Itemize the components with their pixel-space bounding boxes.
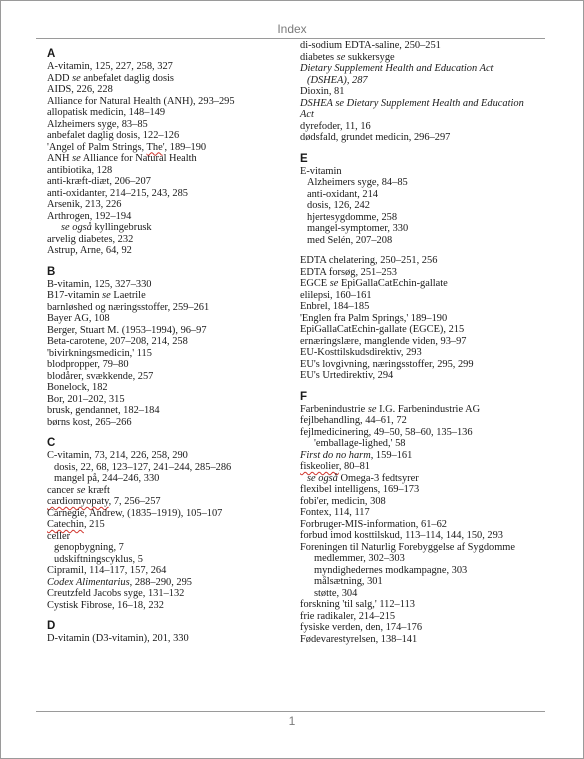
index-entry: Codex Alimentarius, 288–290, 295 [47, 576, 192, 588]
index-entry: Cystisk Fibrose, 16–18, 232 [47, 599, 164, 611]
index-entry: Creutzfeld Jacobs syge, 131–132 [47, 588, 185, 599]
index-entry: antibiotika, 128 [47, 164, 113, 176]
index-entry: Beta-carotene, 207–208, 214, 258 [47, 336, 188, 347]
index-entry: Dioxin, 81 [300, 86, 345, 97]
index-entry: EDTA forsøg, 251–253 [300, 266, 398, 278]
index-entry: Alzheimers syge, 83–85 [47, 118, 148, 130]
index-subentry: målsætning, 301 [314, 576, 383, 587]
index-subentry: mangel-symptomer, 330 [307, 223, 409, 234]
index-entry: A-vitamin, 125, 227, 258, 327 [47, 61, 173, 72]
index-entry: AIDS, 226, 228 [47, 84, 113, 95]
index-entry: forbud imod kosttilskud, 113–114, 144, 150, 293 [300, 530, 504, 541]
index-entry: Astrup, Arne, 64, 92 [47, 245, 132, 256]
index-subentry: mangel på, 244–246, 330 [54, 473, 160, 484]
index-entry: flexibel intelligens, 169–173 [300, 484, 420, 495]
index-entry: barnløshed og næringsstoffer, 259–261 [47, 301, 210, 313]
index-entry: E-vitamin [300, 165, 342, 177]
index-entry: EpiGallaCatEchin-gallate (EGCE), 215 [300, 324, 465, 335]
index-entry: fysiske verden, den, 174–176 [300, 622, 423, 633]
index-entry: EU's Urtedirektiv, 294 [300, 370, 394, 381]
index-entry: C-vitamin, 73, 214, 226, 258, 290 [47, 450, 188, 461]
index-subentry: støtte, 304 [314, 587, 358, 599]
index-subentry: med Selén, 207–208 [307, 234, 393, 246]
index-subentry: hjertesygdomme, 258 [307, 211, 398, 223]
section-letter-e: E [300, 152, 308, 165]
index-entry: EU's lovgivning, næringsstoffer, 295, 299 [300, 358, 474, 370]
index-entry: anti-kræft-diæt, 206–207 [47, 176, 151, 187]
index-entry: Fødevarestyrelsen, 138–141 [300, 633, 418, 645]
index-entry: fiskeolier, 80–81 [300, 461, 370, 472]
index-subentry: se også Omega-3 fedtsyrer [307, 472, 419, 484]
index-entry: Alliance for Natural Health (ANH), 293–295 [47, 95, 235, 107]
index-subentry: dosis, 126, 242 [307, 200, 370, 211]
index-column-left [47, 40, 279, 645]
index-subentry: Alzheimers syge, 84–85 [307, 177, 408, 188]
index-entry: ADD se anbefalet daglig dosis [47, 72, 174, 84]
section-letter-a: A [47, 48, 56, 60]
index-entry: børns kost, 265–266 [47, 416, 132, 428]
index-entry: Catechin, 215 [47, 519, 105, 530]
index-entry: diabetes se sukkersyge [300, 51, 395, 63]
index-entry: fejlbehandling, 44–61, 72 [300, 415, 407, 426]
index-entry: anbefalet daglig dosis, 122–126 [47, 130, 180, 141]
index-entry: EU-Kosttilskudsdirektiv, 293 [300, 347, 422, 358]
index-entry: EGCE se EpiGallaCatEchin-gallate [300, 278, 448, 289]
index-entry: Carnegie, Andrew, (1835–1919), 105–107 [47, 507, 223, 519]
index-subentry: 'emballage-lighed,' 58 [314, 438, 406, 449]
index-entry: di-sodium EDTA-saline, 250–251 [300, 40, 441, 51]
index-entry: ANH se Alliance for Natural Health [47, 153, 197, 164]
index-entry: cancer se kræft [47, 484, 110, 496]
section-letter-d: D [47, 620, 56, 632]
page-header-title: Index [277, 22, 307, 36]
index-entry: ernæringslære, manglende viden, 93–97 [300, 335, 467, 347]
index-entry: brusk, gendannet, 182–184 [47, 405, 160, 416]
index-subentry: genopbygning, 7 [54, 542, 124, 553]
index-entry-continued: (DSHEA), 287 [307, 74, 368, 86]
index-subentry: se også kyllingebrusk [61, 222, 152, 233]
index-entry: 'bivirkningsmedicin,' 115 [47, 347, 152, 359]
index-entry: elilepsi, 160–161 [300, 289, 372, 301]
index-subentry: anti-oxidant, 214 [307, 188, 378, 200]
index-entry: Bor, 201–202, 315 [47, 393, 125, 405]
index-entry: 'Englen fra Palm Springs,' 189–190 [300, 312, 448, 324]
index-subentry: udskiftningscyklus, 5 [54, 553, 143, 565]
index-entry: Bayer AG, 108 [47, 313, 110, 324]
index-entry: 'Angel of Palm Strings, The', 189–190 [47, 141, 207, 153]
index-entry: Bonelock, 182 [47, 382, 108, 393]
index-entry: B-vitamin, 125, 327–330 [47, 278, 152, 290]
index-entry: Forbruger-MIS-information, 61–62 [300, 518, 447, 530]
index-entry: D-vitamin (D3-vitamin), 201, 330 [47, 633, 189, 644]
index-entry: Arsenik, 213, 226 [47, 199, 122, 210]
header-rule [36, 38, 545, 39]
index-entry: fejlmedicinering, 49–50, 58–60, 135–136 [300, 426, 473, 438]
index-column-right [300, 40, 545, 645]
index-entry: Foreningen til Naturlig Forebyggelse af Sygdomme [300, 541, 515, 553]
index-entry: celler [47, 530, 71, 542]
index-entry: dyrefoder, 11, 16 [300, 120, 371, 132]
index-entry: Dietary Supplement Health and Education Act [300, 63, 494, 74]
index-entry: cardiomyopaty, 7, 256–257 [47, 496, 161, 507]
index-entry: arvelig diabetes, 232 [47, 233, 134, 245]
index-entry: Farbenindustrie se I.G. Farbenindustrie AG [300, 403, 481, 415]
section-letter-c: C [47, 437, 56, 449]
index-subentry: myndighedernes modkampagne, 303 [314, 564, 468, 576]
index-entry: EDTA chelatering, 250–251, 256 [300, 255, 438, 266]
index-entry: Fontex, 114, 117 [300, 507, 370, 518]
index-subentry: dosis, 22, 68, 123–127, 241–244, 285–286 [54, 461, 232, 473]
index-entry-continued: Act [300, 109, 314, 120]
index-entry: allopatisk medicin, 148–149 [47, 107, 166, 118]
index-entry: Arthrogen, 192–194 [47, 210, 132, 222]
index-entry: Cipramil, 114–117, 157, 264 [47, 565, 167, 576]
section-letter-b: B [47, 265, 56, 278]
index-entry: blodårer, svækkende, 257 [47, 370, 154, 382]
index-subentry: medlemmer, 302–303 [314, 553, 405, 564]
index-entry: B17-vitamin se Laetrile [47, 290, 146, 301]
section-letter-f: F [300, 390, 308, 403]
index-entry: Enbrel, 184–185 [300, 301, 370, 312]
index-entry: anti-oxidanter, 214–215, 243, 285 [47, 187, 188, 199]
index-entry: First do no harm, 159–161 [300, 449, 413, 461]
index-entry: blodpropper, 79–80 [47, 359, 129, 370]
index-entry: DSHEA se Dietary Supplement Health and Education [300, 97, 524, 109]
page-number: 1 [288, 714, 296, 728]
index-entry: forskning 'til salg,' 112–113 [300, 599, 415, 610]
index-entry: dødsfald, grundet medicin, 296–297 [300, 132, 451, 143]
footer-rule [36, 711, 545, 712]
index-entry: frie radikaler, 214–215 [300, 610, 396, 622]
index-entry: Berger, Stuart M. (1953–1994), 96–97 [47, 324, 207, 336]
index-entry: fobi'er, medicin, 308 [300, 495, 386, 507]
